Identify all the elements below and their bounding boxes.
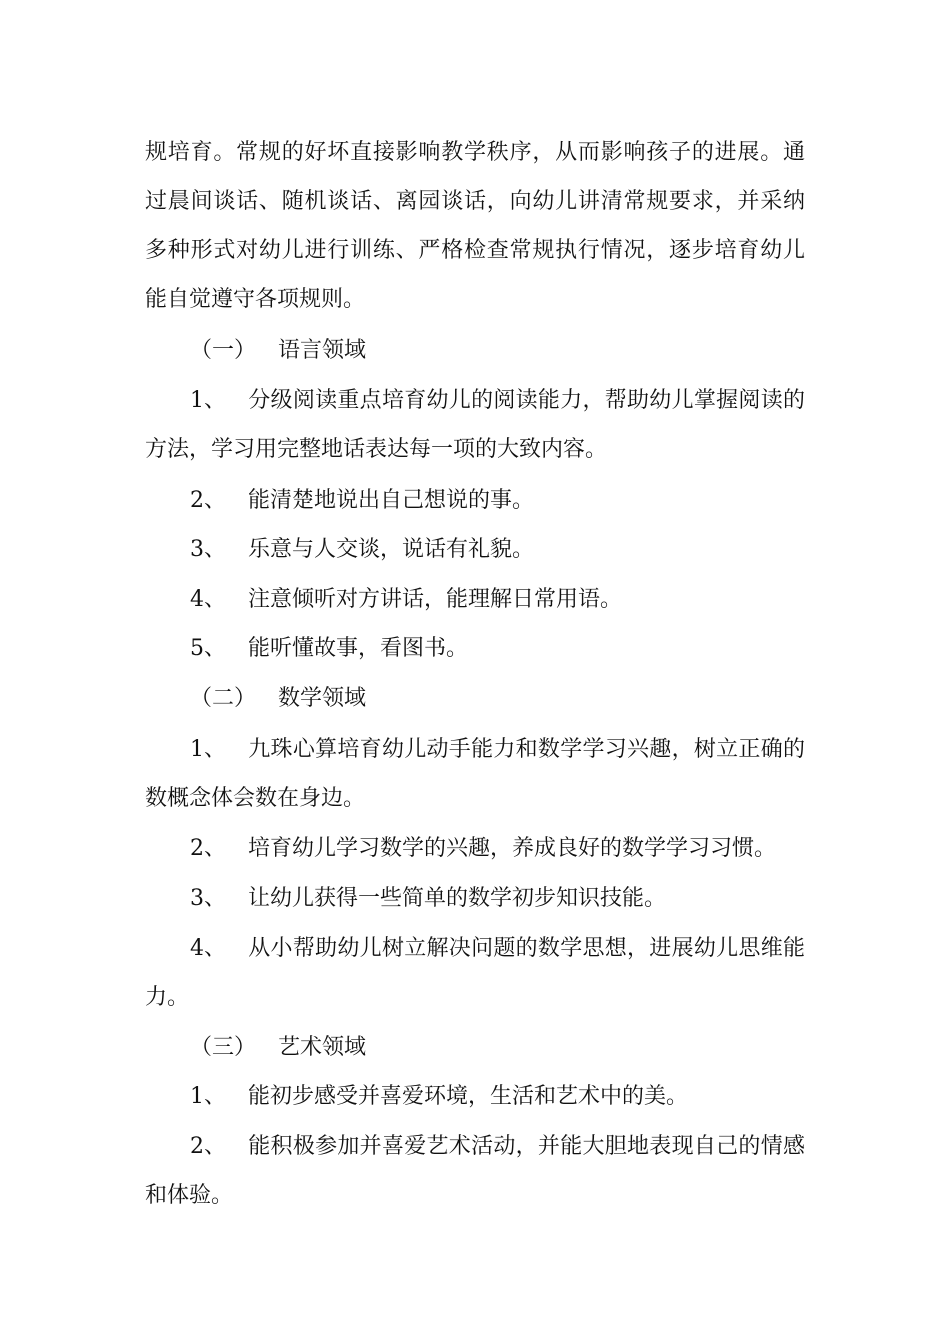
item-text: 让幼儿获得一些简单的数学初步知识技能。 — [248, 886, 667, 911]
item-number: 1、 — [190, 1084, 226, 1109]
heading-number: （一） — [190, 338, 257, 363]
item-number: 3、 — [190, 537, 226, 562]
item-text: 能初步感受并喜爱环境，生活和艺术中的美。 — [248, 1084, 689, 1109]
item-number: 1、 — [190, 737, 226, 762]
list-item-math-3 — [190, 884, 666, 914]
list-item-language-1 — [190, 386, 805, 416]
item-text: 能积极参加并喜爱艺术活动，并能大胆地表现自己的情感 — [248, 1134, 805, 1159]
item-text: 乐意与人交谈，说话有礼貌。 — [248, 537, 535, 562]
item-text: 培育幼儿学习数学的兴趣，养成良好的数学学习习惯。 — [248, 836, 777, 861]
item-number: 2、 — [190, 1134, 226, 1159]
list-item-math-1 — [190, 735, 805, 765]
heading-text: 语言领域 — [278, 338, 367, 363]
item-number: 2、 — [190, 488, 226, 513]
intro-line-2: 过晨间谈话、随机谈话、离园谈话，向幼儿讲清常规要求，并采纳 — [145, 189, 805, 214]
item-text: 分级阅读重点培育幼儿的阅读能力，帮助幼儿掌握阅读的 — [248, 388, 805, 413]
item-text: 九珠心算培育幼儿动手能力和数学学习兴趣，树立正确的 — [248, 737, 805, 762]
list-item-art-1 — [190, 1082, 688, 1112]
item-text: 注意倾听对方讲话，能理解日常用语。 — [248, 587, 623, 612]
intro-line-3: 多种形式对幼儿进行训练、严格检查常规执行情况，逐步培育幼儿 — [145, 238, 805, 263]
item-text: 能清楚地说出自己想说的事。 — [248, 488, 535, 513]
section-heading-math — [190, 684, 366, 714]
list-item-language-5 — [190, 634, 468, 664]
list-item-art-2-cont: 和体验。 — [145, 1183, 234, 1208]
item-number: 3、 — [190, 886, 226, 911]
heading-text: 艺术领域 — [278, 1035, 367, 1060]
list-item-math-2 — [190, 834, 776, 864]
item-number: 1、 — [190, 388, 226, 413]
section-heading-art — [190, 1033, 366, 1063]
intro-line-1: 规培育。常规的好坏直接影响教学秩序，从而影响孩子的进展。通 — [145, 140, 805, 165]
item-number: 4、 — [190, 587, 226, 612]
heading-number: （三） — [190, 1035, 257, 1060]
item-number: 2、 — [190, 836, 226, 861]
item-text: 从小帮助幼儿树立解决问题的数学思想，进展幼儿思维能 — [248, 936, 805, 961]
section-heading-language — [190, 336, 366, 366]
list-item-math-1-cont: 数概念体会数在身边。 — [145, 786, 366, 811]
list-item-math-4-cont: 力。 — [145, 985, 190, 1010]
list-item-language-1-cont: 方法，学习用完整地话表达每一项的大致内容。 — [145, 437, 608, 462]
item-number: 5、 — [190, 636, 226, 661]
heading-text: 数学领域 — [278, 686, 367, 711]
item-number: 4、 — [190, 936, 226, 961]
list-item-language-4 — [190, 585, 622, 615]
intro-line-4: 能自觉遵守各项规则。 — [145, 287, 366, 312]
list-item-language-2 — [190, 486, 534, 516]
heading-number: （二） — [190, 686, 257, 711]
item-text: 能听懂故事，看图书。 — [248, 636, 469, 661]
list-item-math-4 — [190, 934, 805, 964]
list-item-art-2 — [190, 1132, 805, 1162]
list-item-language-3 — [190, 535, 534, 565]
